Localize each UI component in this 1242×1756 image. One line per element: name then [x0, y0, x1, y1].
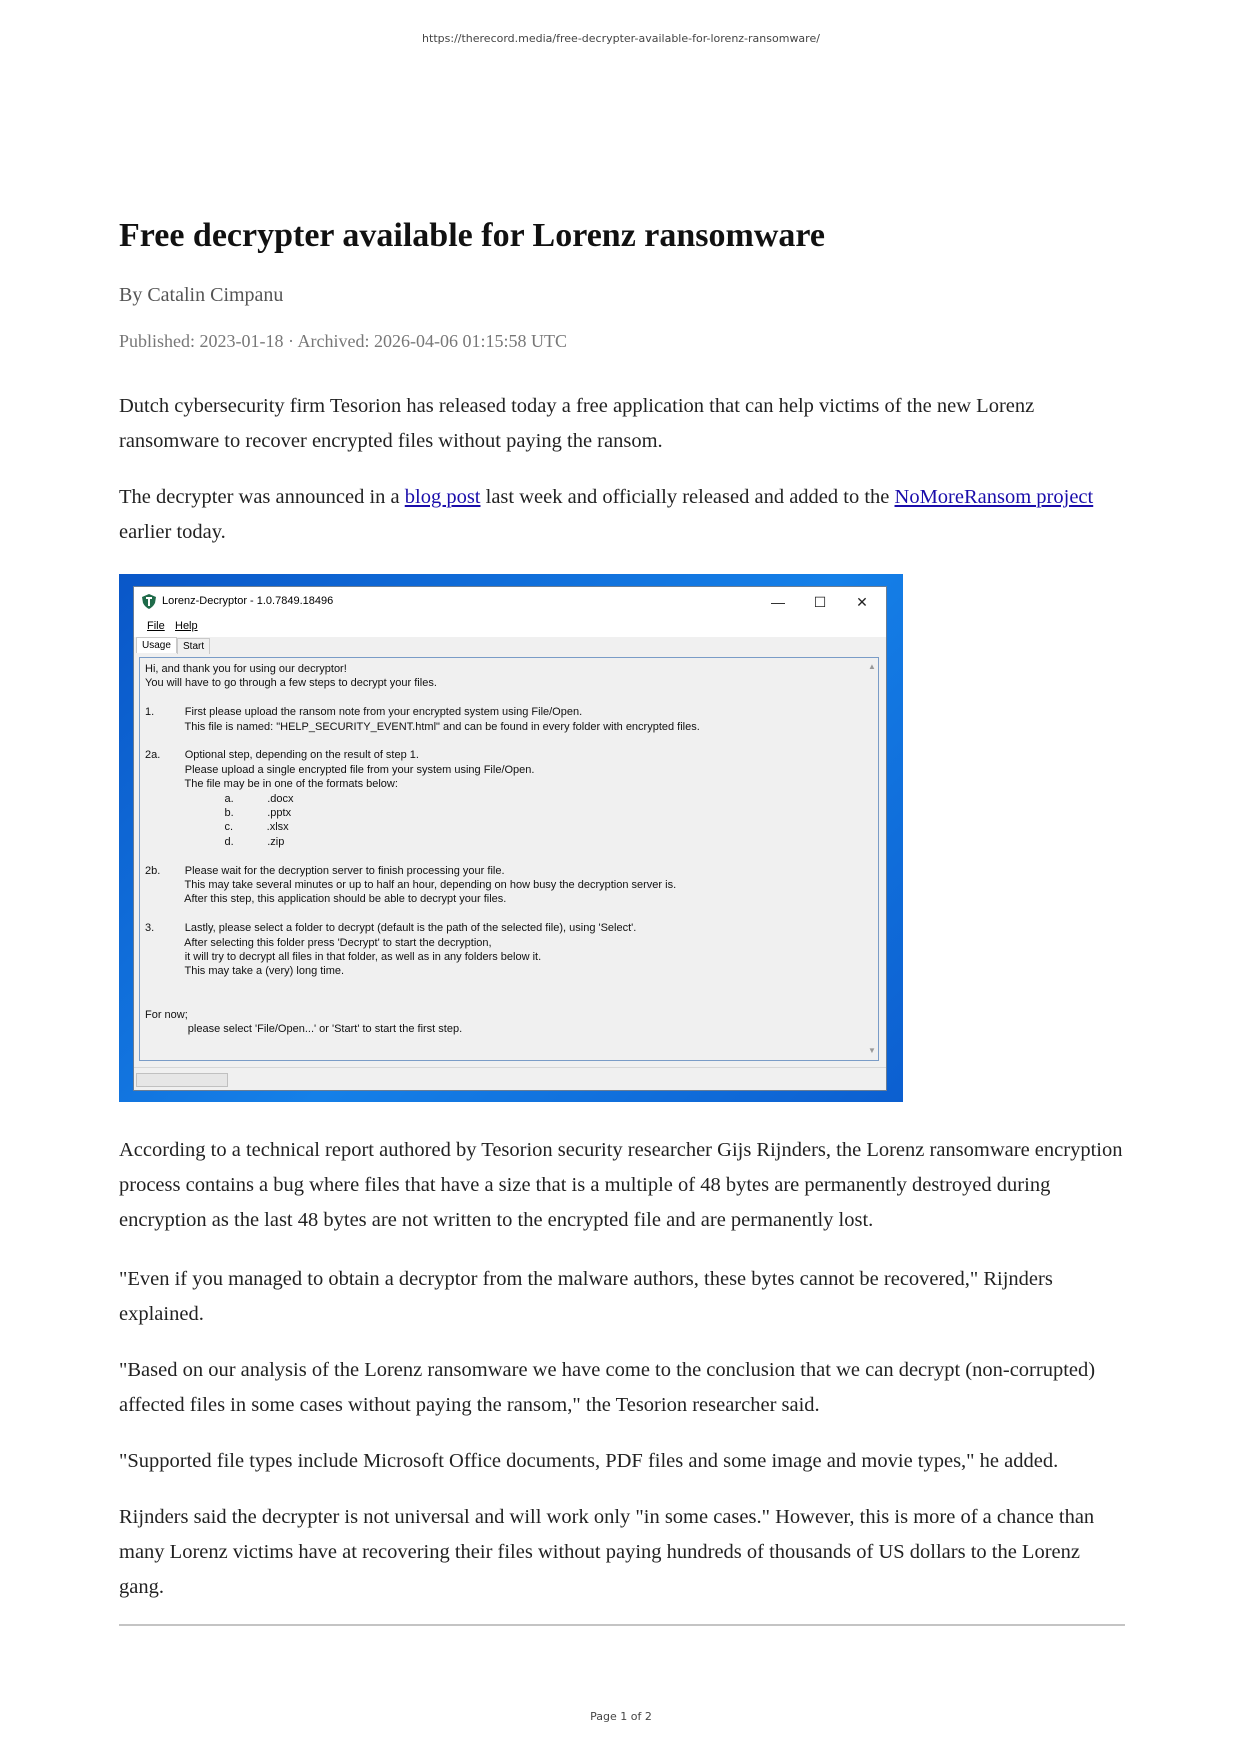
paragraph-4: "Even if you managed to obtain a decryptor from the malware authors, these bytes cannot be recovered," Rijnders explained.: [119, 1268, 1053, 1325]
window-title: Lorenz-Decryptor - 1.0.7849.18496: [162, 595, 334, 607]
tab-bar: [134, 637, 886, 655]
paragraph-1: Dutch cybersecurity firm Tesorion has released today a free application that can help victims of the new Lorenz ransomware to recover encrypted files without paying the ransom.: [119, 395, 1035, 452]
usage-text-line: This may take a (very) long time.: [145, 965, 345, 978]
status-bar: [134, 1067, 886, 1090]
usage-text-line: 2b. Please wait for the decryption server to finish processing your file.: [145, 864, 505, 877]
tab-usage[interactable]: Usage: [136, 637, 177, 653]
menu-bar: [134, 617, 886, 637]
byline: By Catalin Cimpanu: [119, 284, 284, 306]
minimize-button[interactable]: —: [771, 594, 785, 610]
usage-text-line: please select 'File/Open...' or 'Start' to start the first step.: [145, 1023, 463, 1035]
paragraph-2: [119, 480, 1125, 550]
usage-text-line: d. .zip: [145, 835, 285, 848]
blog-post-link[interactable]: blog post: [404, 486, 481, 508]
decryptor-screenshot: [119, 574, 903, 1102]
usage-text-line: b. .pptx: [145, 807, 292, 819]
usage-text-line: After selecting this folder press 'Decrypt' to start the decryption,: [145, 936, 492, 949]
usage-text-line: This may take several minutes or up to half an hour, depending on how busy the decryption server is.: [145, 879, 677, 891]
article: [119, 214, 1125, 352]
nomoreransom-link[interactable]: NoMoreRansom project: [894, 486, 1094, 508]
divider: [119, 1624, 1125, 1626]
window-titlebar: [134, 587, 886, 617]
scroll-up-icon[interactable]: ▲: [868, 662, 876, 671]
paragraph-2-text: earlier today.: [119, 521, 226, 543]
usage-text-line: You will have to go through a few steps to decrypt your files.: [145, 677, 437, 690]
usage-text-line: it will try to decrypt all files in that folder, as well as in any folders below it.: [145, 951, 542, 963]
usage-text-line: For now;: [145, 1008, 188, 1021]
decryptor-window: [133, 586, 887, 1091]
usage-text-line: 3. Lastly, please select a folder to decrypt (default is the path of the selected file), using 'Select'.: [145, 922, 637, 935]
paragraph-5: "Based on our analysis of the Lorenz ransomware we have come to the conclusion that we can decrypt (non-corrupted) affected files in some cases without paying the ransom," the Tesorion researcher said.: [119, 1359, 1096, 1416]
scroll-down-icon[interactable]: ▼: [868, 1045, 876, 1055]
publish-meta: Published: 2023-01-18 · Archived: 2026-04-06 01:15:58 UTC: [119, 331, 567, 351]
progress-bar: [136, 1073, 228, 1087]
shield-icon: [142, 594, 156, 609]
usage-text-line: 2a. Optional step, depending on the result of step 1.: [145, 749, 419, 762]
usage-text-line: The file may be in one of the formats below:: [145, 778, 398, 791]
usage-text-line: This file is named: "HELP_SECURITY_EVENT.html" and can be found in every folder with encrypted files.: [145, 720, 700, 733]
paragraph-7: Rijnders said the decrypter is not universal and will work only "in some cases." However, this is more of a chance than many Lorenz victims have at recovering their files without paying hundreds of thousands of US dollars to the Lorenz gang.: [119, 1506, 1095, 1598]
usage-text-line: Hi, and thank you for using our decryptor!: [145, 663, 347, 675]
menu-help[interactable]: Help: [175, 620, 198, 632]
tab-start[interactable]: Start: [177, 638, 210, 654]
usage-text-line: c. .xlsx: [145, 821, 289, 834]
usage-text-line: After this step, this application should be able to decrypt your files.: [145, 893, 507, 906]
paragraph-3: According to a technical report authored by Tesorion security researcher Gijs Rijnders, the Lorenz ransomware encryption process contains a bug where files that have a size that is a multiple of 48 bytes are permanently destroyed during encryption as the last 48 bytes are not written to the encrypted file and are permanently lost.: [119, 1139, 1123, 1231]
usage-text-line: 1. First please upload the ransom note from your encrypted system using File/Open.: [145, 706, 583, 719]
maximize-button[interactable]: ☐: [813, 594, 827, 610]
page-url: https://therecord.media/free-decrypter-available-for-lorenz-ransomware/: [422, 32, 820, 45]
usage-textbox[interactable]: [139, 657, 879, 1061]
article-title: Free decrypter available for Lorenz ransomware: [119, 217, 825, 254]
paragraph-2-text: The decrypter was announced in a: [119, 486, 405, 508]
paragraph-2-text: last week and officially released and added to the: [480, 486, 895, 508]
close-button[interactable]: ✕: [856, 594, 868, 610]
menu-file[interactable]: File: [147, 620, 165, 632]
usage-text-line: Please upload a single encrypted file from your system using File/Open.: [145, 763, 535, 776]
page-number: Page 1 of 2: [590, 1710, 652, 1723]
paragraph-6: "Supported file types include Microsoft Office documents, PDF files and some image and movie types," he added.: [119, 1450, 1059, 1472]
usage-text-line: a. .docx: [145, 792, 294, 805]
